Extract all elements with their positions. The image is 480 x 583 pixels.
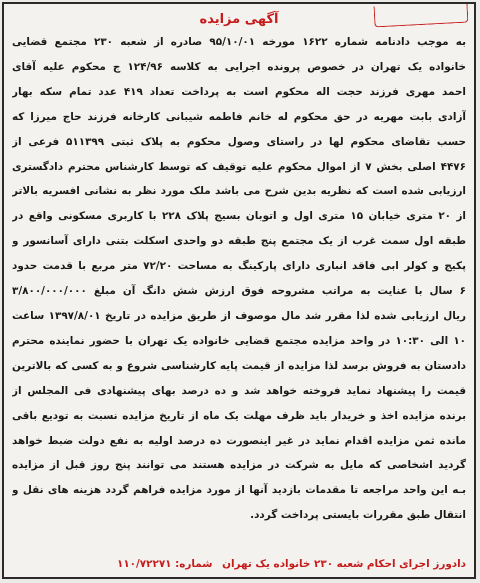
notice-line-3: احمد مهری فرزند حجت اله محکوم است به پرداخت تعداد ۴۱۹ عدد تمام سکه بهار [12,85,466,98]
notice-line-10: پکیج و کولر ابی فاقد انباری دارای پارکینگ به مساحت ۷۲/۲۰ متر مربع با قدمت حدود [12,260,466,273]
notice-line-1: به موجب دادنامه شماره ۱۶۲۲ مورخه ۹۵/۱۰/۰۱ صادره از شعبه ۲۳۰ مجتمع قضایی [12,36,466,48]
notice-line-14: دادستان به فروش برسد لذا مزایده از قیمت پایه کارشناسی شروع و به کسی که بالاترین [12,359,466,372]
notice-line-4: آزادی بابت مهریه در حق محکوم له خانم فاطمه شیبانی کارخانه فرزند حاج میرزا که [12,110,466,123]
notice-line-11: ۶ سال با عنایت به مراتب مشروحه فوق ارزش شش دانگ آن مبلغ ۳/۸۰۰/۰۰۰/۰۰۰ [12,285,466,298]
notice-line-18: گردید اشخاصی که مایل به شرکت در مزایده هستند می توانند پنج روز قبل از مزایده [12,459,466,472]
notice-line-2: خانواده یک تهران در خصوص پرونده اجرایی به کلاسه ۱۲۴/۹۶ ج محکوم علیه آقای [12,60,466,73]
notice-line-7: ارزیابی شده است که نظریه بدین شرح می باشد ملک مورد نظر به نشانی افسریه بالاتر [12,185,466,198]
notice-line-5: حسب تقاضای محکوم لها در راستای وصول محکوم به پلاک ثبتی ۵۱۱۳۹۹ فرعی از [12,135,466,148]
notice-line-12: ریال ارزیابی شده لذا مقرر شد مال موصوف از طریق مزایده در تاریخ ۱۳۹۷/۸/۰۱ ساعت [12,309,466,322]
notice-line-19: بـه این واحد مراجعه تا مقدمات بازدید آنها از مورد مزایده فراهم گردد هزینه های نقل و [12,484,466,497]
notice-line-9: طبقه اول سمت غرب از یک مجتمع پنج طبقه دو واحدی اسکلت بتنی دارای آسانسور و [12,235,466,248]
notice-line-6: ۴۴۷۶ اصلی بخش ۷ از اموال محکوم علیه توقیف که توسط کارشناس محترم دادگستری [12,160,466,173]
reference-number: شماره: ۱۱۰/۷۲۲۷۱ [116,558,213,570]
signature-text: دادورز اجرای احکام شعبه ۲۳۰ خانواده یک تهران [222,558,466,570]
notice-line-8: از ۲۰ متری خیابان ۱۵ متری اول و اتوبان بسیج پلاک ۲۲۸ با کاربری مسکونی واقع در [12,210,466,223]
signature-line [12,557,466,571]
notice-line-20: انتقال طبق مقررات بایستی پرداخت گردد. [250,509,466,522]
auction-notice [2,2,476,579]
notice-line-15: قیمت را پیشنهاد نماید فروخته خواهد شد و ده درصد بهای پیشنهادی فی المجلس از [12,384,466,397]
notice-body [4,30,474,528]
notice-line-17: مانده ثمن مزایده اقدام نماید در غیر اینصورت ده درصد اولیه به نفع دولت ضبط خواهد [12,434,466,447]
notice-line-16: برنده مزایده اخذ و خریدار باید ظرف مهلت یک ماه از تاریخ مزایده نسبت به تودیع باقی [12,409,466,422]
notice-title: آگهی مزایده [199,12,279,27]
notice-line-13: ۱۰ الی ۱۰:۳۰ در واحد مزایده مجتمع قضایی خانواده یک تهران با حضور نماینده محترم [12,334,466,347]
